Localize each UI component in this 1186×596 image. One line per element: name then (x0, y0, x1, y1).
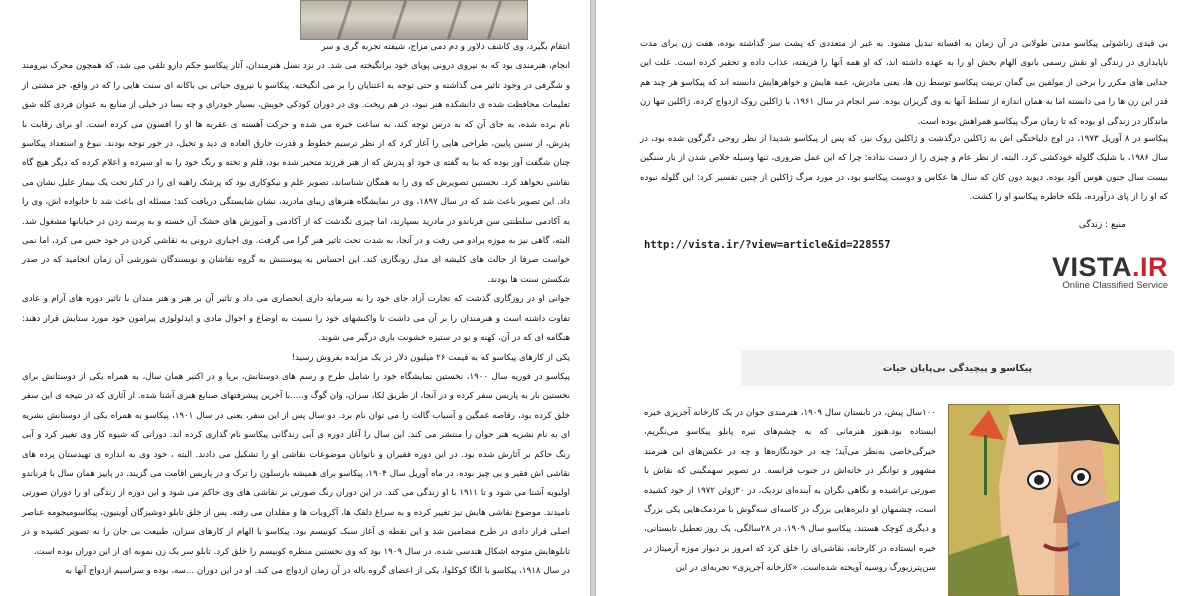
source-label: منبع : زندگی (1078, 220, 1126, 230)
paragraph: یکی از کارهای پیکاسو که به قیمت ۲۶ میلیون دلار در یک مزایده بفروش رسید! (291, 352, 570, 363)
left-article-body (22, 38, 570, 581)
logo-tagline: Online Classified Service (1062, 280, 1168, 291)
right-article-top (640, 35, 1168, 132)
paragraph: انجام، هنرمندی بود که به نیروی درونی پویای خود برانگیخته می شد. در نزد نسل هنرمندان، آثار پیکاسو حکم دارو تلقی می شد، که همچون محرک نیرومند و شگرفی در وجود تاثیر می گذاشته و حتی توجه به اعتنایان را بر می انگیخته. پیکاسو با نیروی حیاتی بی باکانه ای سنت هایی را که در واقع، جز مشتی از تعلیمات محافظت شده ی دانشکده هنر نبود، در هم ریخت. وی در دوران کودکی خویش، بسیار خودرای و چه بسا در خیلی از منابع به عنوان فردی کله شق نام برده شده، به جای آن که به درس توجه کند، به ساعت خیره می شده و حرکت آهسته ی عقربه ها او را افسون می کرده است. او برای رقابت با پدرش، از سنین پایین، طراحی هایی را آغاز کرد که از نظر ترسیم خطوط و قدرت خارق العاده ی دید و تخیل، در خور توجه بودند. نبوغ و استعداد پیکاسو چنان شگفت آور بوده که بنا به گفته ی خود او پدرش که از هنر فرزند متحیر شده بود، قلم و تخته و رنگ خود را به او سپرده و اعلام کرده که دیگر هیچ گاه نقاشی نخواهد کرد. نخستین تصویرش که وی را به همگان شناساند، تصویر علم و نیکوکاری بود که پزشک راهبه ای را در کنار تخت یک بیمار علیل نشان می داد. این تصویر باعث شد که در سال ۱۸۹۷، وی در نمایشگاه هنرهای زیبای مادرید، نشان شایستگی دریافت کند: مسئله ای باعث شد تا خانواده اش، وی را به آکادمی سلطنتی سن فرناندو در مادرید بسپارند، اما چیزی نگذشت که از آکادمی و آموزش های خشک آن خسته و به پرسه زدن در خیابانها مشغول شد. البته، گاهی نیز به موزه پرادو می رفت و در آنجا، به شدت تحت تاثیر هنر گرا می گرفت. وی اجباری درونی به نقاشی کردن در خود حس می کرد، اما نمی خواست صرفا از حالت های کلیشه ای مدل رونگاری کند. این احساس به پیوستنش به گروه نقاشان و نویسندگان شورشی آن زمان انجامید که در صدر شکستن سنت ها بودند. (22, 61, 570, 285)
top-photo (300, 0, 528, 40)
section-heading-text: پیکاسو و پیچیدگی بی‌پایان حیات (882, 362, 1033, 374)
paragraph: انتقام بگیرد، وی کاشف دلاور و دم دمی مزاج، شیفته تجربه گری و سر (321, 42, 570, 52)
logo-dot: . (1131, 252, 1140, 282)
vista-logo (1008, 252, 1168, 296)
paragraph: پیکاسو در ۸ آوریل ۱۹۷۳، در اوج دلباختگی اش به ژاکلین درگذشت و ژاکلین روک نیز، که پس از پیکاسو شدیدا از نظر روحی دگرگون شده بود، در سال ۱۹۸۶، با شلیک گلوله خودکشی کرد. البته، از نظر عام و چیزی را از دست نداده: چرا که این عمل ضروری، تنها وسیله خلاص شدن از بار سنگین بیست سال جنون هوس آلود بوده. دیوید دون کان که سال ها عکاس و دوست پیکاسو بود، در مورد مرگ ژاکلین از چنین تفسیر کرد: این گلوله نبوده که او را از پای درآورده، بلکه خاطره پیکاسو او را کشت. (640, 134, 1168, 203)
paragraph: ۱۰۰سال پیش، در تابستان سال ۱۹۰۹، هنرمندی جوان در یک کارخانه آجرپزی خیره ایستاده بود.هنوز هنرمانی که به چشم‌های تیره پابلو پیکاسو می‌نگریم، خیرگی‌خاصی به‌نظر می‌آید؛ چه در خودنگاره‌ها و چه در عکس‌های این هنرمند مشهور و توانگر در خانه‌اش در جنوب فرانسه. در تصویر سهمگینی که نقاش با صورتی تراشیده و نگاهی نگران به آینده‌ای نزدیک، در ۳۰ژوئن ۱۹۷۲ از خود کشیده است، چشمهان او دایره‌هایی بزرگ در کاسه‌ای سه‌گوش با مردمک‌هایی یکی بزرگ و دیگری کوچک هستند. پیکاسو سال ۱۹۰۹، در ۲۸سالگی، یک روز تعطیل تابستانی، خیره ایستاده در کارخانه، نقاشی‌ای را خلق کرد که امروز بر دیوار موزه آرمیتاژ در سن‌پترزبورگ روسیه آویخته شده‌است. «کارخانه آجرپزی» تجربه‌ای در این (644, 408, 936, 574)
logo-brand: VISTA (1051, 252, 1132, 282)
paragraph: در سال ۱۹۱۸، پیکاسو با الگا کوکلوا، یکی از اعضای گروه باله در آن زمان ازدواج می کند. او در این دوران ...سه، بوده و سراسیم ازدواج آنها به (65, 565, 570, 576)
paragraph: جوانی او در روزگاری گذشت که تجارت آزاد جای خود را به سرمایه داری انحصاری می داد و تاثیر آن بر هنر و هنر مندان با تاثیر دوره های آرام و عادی تفاوت داشته است و هنرمندان را بر آن می داشت تا واکنشهای خود را نسبت به اوضاع و احوال مادی و ایدئولوژی پیرامون خود مورد ستایش قرار دهند: هنگامه ای که در آن، کهنه و نو در ستیزه خشونت باری درگیر می شوند. (22, 294, 570, 344)
section-heading (741, 350, 1174, 386)
right-article-bottom (644, 404, 936, 579)
right-article-mid (640, 130, 1168, 208)
left-page (0, 0, 590, 596)
paragraph: بی قیدی زناشوئی پیکاسو مدتی طولانی در آن زمان به افسانه تبدیل مشود. به غیر از متعددی که پشت سر گذاشته بوده، هفت زن برای مدت ناپایداری در زندگی او نقش رسمی بانوی الهام بخش او را به عهده داشته اند، که او همه آنها را فریفته، عذاب داده و تحقیر کرده است. علت این جدایی های مکرر را برخی از مولفین بی گمان تربیت پیکاسو توسط زن ها، یعنی مادرش، عمه هایش و خواهرهایش دانسته اند که پیکاسو هر چند هم قدر این زن ها را می دانسته اما به همان اندازه از تسلط آنها به وی گریزان بوده. سر انجام در سال ۱۹۶۱، با ژاکلین روک ازدواج کرده. ژاکلین تنها زن ماندگار در زندگی او بوده که تا زمان مرگ پیکاسو همراهش بوده است. (640, 39, 1168, 127)
picasso-painting-image (948, 404, 1120, 596)
source-link[interactable]: http://vista.ir/?view=article&id=228557 (644, 239, 891, 251)
right-page (596, 0, 1186, 596)
paragraph: پیکاسو در فوریه سال ۱۹۰۰، نخستین نمایشگاه خود را شامل طرح و رسم های دوستانش، برپا و در اکتبر همان سال، به همراه یکی از دوستانش برای نخستین بار به پاریس سفر کرده و در آنجا، از طریق لکا، سزان، وان گوگ و.....با آخرین پیشرفتهای صنایع هنری آشنا شده. از آثاری که در نتیجه ی این سفر خلق کرده بود، رقاصه غمگین و آسیاب گالت را می توان نام برد. دو سال پس از این سفر، یعنی در سال ۱۹۰۱، پیکاسو به همراه یکی از دوستانش نشریه ای به نام نشریه هنر جوان را منتشر می کند. این سال را آغاز دوره ی آبی زندگانی پیکاسو نام گذاری کرده اند. دورانی که شیوه کار وی تغییر کرد و آبی رنگ حاکم بر آثارش شده بود. در این دوره فقیران و ناتوانان موضوعات نقاشی او را تشکیل می دادند. البته ، خود وی به اندازه ی تهیدستان پرده های نقاشی اش فقیر و بی چیز بوده. در ماه آوریل سال ۱۹۰۴، پیکاسو برای همیشه بارسلون را ترک و در پاریس اقامت می گزیند. در پاییز همان سال با فرناندو اولیویه آشنا می شود و تا ۱۹۱۱ با او زندگی می کند. در این دوران رنگ صورتی بر نقاشی های وی حاکم می شود و این دوره از زندگی او را دوران صورتی نامیدند. موضوع نقاشی هایش نیز تغییر کرده و به سراغ دلقک ها، آکروبات ها و مقلدان می رفته. پس از خلق تابلو دوشیزگان آوینیون، پیکاسومیجومه عناصر اصلی قرار دادی در طرح مضامین شد و این نقطه ی آغاز سبک کوبیسم بود. پیکاسو با الهام از کارهای سزان، طبیعت بی جان را به تصویر کشیده و در تابلوهایش متوجه اشکال هندسی شده. در سال ۱۹۰۹ بود که وی نخستین منظره کوبیسم را خلق کرد. تابلو سر یک زن نمونه ای از این دوران بوده است. (22, 371, 571, 557)
logo-tld: IR (1140, 252, 1168, 282)
